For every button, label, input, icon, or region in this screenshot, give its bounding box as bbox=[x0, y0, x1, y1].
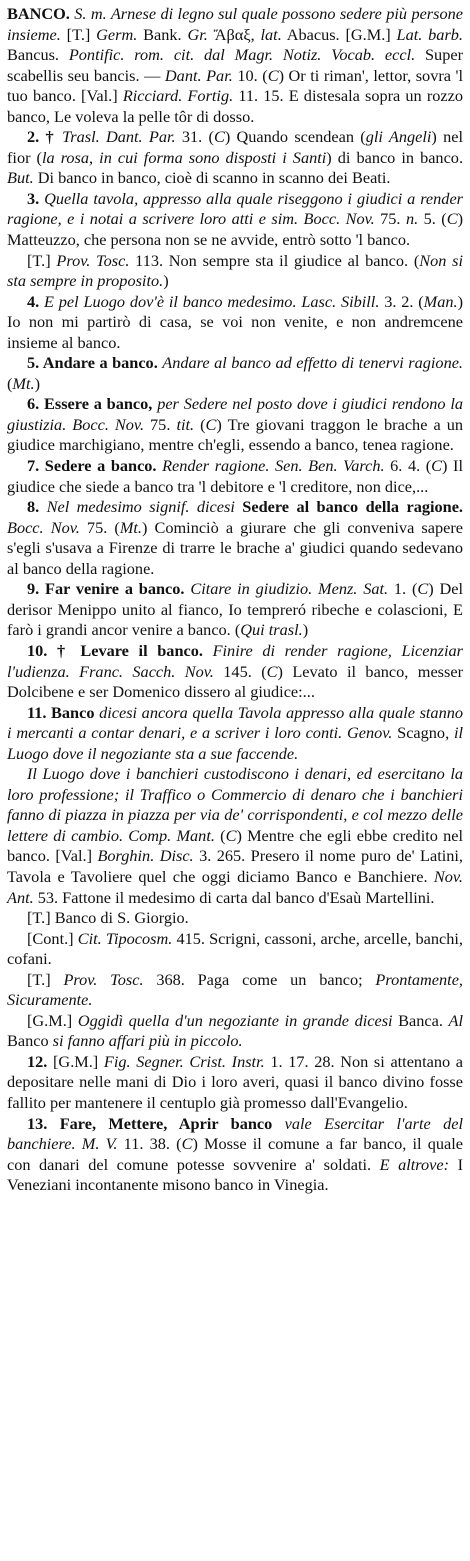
text-segment: 9. Far venire a banco. bbox=[27, 579, 191, 599]
text-segment: 6. 4. ( bbox=[384, 456, 432, 476]
text-segment: 1. 17. 28. Non si attentano a depositare nelle mani di Dio i loro averi, quasi il banco divino fosse fallito per mantenere il centuplo già promesso dall'Evangelio. bbox=[7, 1051, 463, 1112]
text-segment: si fanno affari più in piccolo. bbox=[52, 1031, 243, 1051]
text-segment: [G.M.] bbox=[53, 1051, 104, 1071]
sense-11-c bbox=[7, 908, 463, 929]
text-segment: C bbox=[417, 579, 429, 599]
text-segment: 113. Non sempre sta il giudice al banco. ( bbox=[129, 250, 420, 270]
text-segment: Oggidì quella d'un negoziante in grande dicesi bbox=[77, 1010, 393, 1030]
text-segment: Prontamente, Sicuramente. bbox=[7, 969, 463, 1010]
text-segment: 10. ( bbox=[232, 65, 268, 85]
sense-10 bbox=[7, 641, 463, 703]
text-segment: S. m. Arnese di legno sul quale possono sedere più persone insieme. bbox=[7, 4, 463, 44]
text-segment: vale Esercitar l'arte del banchiere. M. V. bbox=[7, 1113, 463, 1154]
text-segment: 10. † Levare il banco. bbox=[27, 640, 213, 660]
text-segment: ) Mentre che egli ebbe credito nel banco. [Val.] bbox=[7, 825, 463, 866]
text-segment: 4. bbox=[27, 291, 45, 311]
text-segment: dicesi ancora quella Tavola appresso alla quale stanno i mercanti a contar denari, e a scriver i loro conti. Genov. bbox=[7, 702, 463, 743]
text-segment: Il Luogo dove i banchieri custodiscono i denari, ed esercitano la loro professione; il Traffico o Commercio di denaro che i banchieri fanno di piazza in piazza per via de' corrispondenti, e col mezzo delle lettere di cambio. Comp. Mant. bbox=[7, 764, 463, 845]
text-segment: ) bbox=[34, 373, 40, 393]
text-segment: Abacus. [G.M.] bbox=[281, 24, 397, 44]
text-segment: BANCO. bbox=[7, 4, 70, 23]
sense-13 bbox=[7, 1114, 463, 1196]
text-segment: C bbox=[181, 1134, 193, 1154]
text-segment: E altrove: bbox=[379, 1154, 450, 1174]
text-segment: 53. Fattone il medesimo di carta dal banco d'Esaù Martellini. bbox=[33, 887, 435, 907]
text-segment: [Cont.] bbox=[27, 928, 78, 948]
text-segment: 13. Fare, Mettere, Aprir banco bbox=[27, 1113, 285, 1133]
text-segment: ) Tre giovani traggon le brache a un giudice marchigiano, mentre ch'egli, essendo a banco, tenea ragione. bbox=[7, 414, 463, 455]
text-segment: 75. bbox=[374, 209, 406, 229]
text-segment: ) nel fior ( bbox=[7, 127, 464, 167]
sense-8 bbox=[7, 497, 463, 579]
text-segment: 145. ( bbox=[213, 661, 267, 681]
text-segment: ( bbox=[7, 373, 13, 393]
text-segment: Non si sta sempre in proposito. bbox=[7, 250, 463, 291]
text-segment: Bancus. bbox=[7, 45, 69, 65]
text-segment: [T.] bbox=[27, 969, 64, 989]
text-segment: Nel medesimo signif. dicesi bbox=[46, 497, 235, 517]
text-segment: 3. 2. ( bbox=[379, 291, 424, 311]
text-segment: n. bbox=[405, 209, 419, 229]
sense-11-b bbox=[7, 764, 463, 908]
text-segment: ) Del derisor Menippo unito al fianco, Io tempreró ribeche e colascioni, E farò i grandi ancor venire a banco. ( bbox=[7, 579, 464, 640]
text-segment: 415. Scrigni, cassoni, arche, arcelle, banchi, cofani. bbox=[7, 928, 463, 969]
text-segment: Al bbox=[448, 1010, 463, 1030]
text-segment: Banco bbox=[7, 1031, 53, 1051]
text-segment: Ἄβαξ, bbox=[207, 24, 261, 44]
text-segment: Super scabellis seu bancis. — bbox=[7, 45, 463, 85]
text-segment: Lat. barb. bbox=[396, 24, 463, 44]
text-segment: ) Io non mi partirò di casa, se voi non venite, e non andremcene insieme al banco. bbox=[7, 291, 463, 352]
text-segment: C bbox=[213, 127, 225, 147]
text-segment: E pel Luogo dov'è il banco medesimo. Lasc. Sibill. bbox=[44, 291, 380, 311]
text-segment: ) di banco in banco. bbox=[326, 147, 464, 167]
text-segment: Cit. Tipocosm. bbox=[77, 928, 173, 948]
text-segment: Scagno, bbox=[392, 723, 454, 743]
text-segment: ) Cominciò a giurare che gli conveniva sapere s'egli s'usava a Firenze di trarre le brache a' giudici quando sedevano al banco della ragione. bbox=[7, 517, 463, 578]
text-segment: il Luogo dove il negoziante sta a sue faccende. bbox=[7, 723, 463, 763]
text-segment: 5. ( bbox=[418, 209, 447, 229]
text-segment: Prov. Tosc. bbox=[63, 969, 144, 989]
text-segment: [T.] bbox=[27, 250, 57, 270]
text-segment: Banca. bbox=[392, 1010, 449, 1030]
text-segment: [T.] bbox=[60, 24, 97, 44]
text-segment: C bbox=[205, 414, 217, 434]
text-segment: Man. bbox=[423, 291, 458, 311]
text-segment: ) Quando scendean ( bbox=[224, 127, 366, 147]
text-segment: Nov. Ant. bbox=[7, 866, 463, 907]
sense-11 bbox=[7, 703, 463, 765]
text-segment: Gr. bbox=[187, 24, 208, 44]
text-segment: 75. bbox=[144, 414, 177, 434]
text-segment: la rosa bbox=[41, 147, 90, 167]
text-segment: C bbox=[266, 661, 278, 681]
text-segment: 31. ( bbox=[175, 127, 214, 147]
text-segment: ( bbox=[194, 414, 206, 434]
text-segment: Germ. bbox=[96, 24, 138, 44]
text-segment: Prov. Tosc. bbox=[56, 250, 130, 270]
text-segment: 11. 38. ( bbox=[117, 1134, 182, 1154]
text-segment: C bbox=[225, 825, 237, 845]
text-segment: Quella tavola, appresso alla quale riseggono i giudici a render ragione, e i notai a scrivere loro atti e sim. Bocc. Nov. bbox=[7, 188, 464, 229]
text-segment: 8. bbox=[27, 497, 47, 517]
text-segment: C bbox=[267, 65, 279, 85]
text-segment: tit. bbox=[176, 414, 195, 434]
text-segment: Trasl. Dant. Par. bbox=[62, 127, 176, 147]
text-segment: ) Il giudice che siede a banco tra 'l debitore e 'l creditore, non dice,... bbox=[7, 456, 463, 496]
sense-7 bbox=[7, 456, 463, 497]
sense-11-e bbox=[7, 970, 463, 1011]
text-segment: 12. bbox=[27, 1051, 54, 1071]
sense-3 bbox=[7, 189, 463, 251]
text-segment: But. bbox=[7, 168, 34, 188]
text-segment: 3. bbox=[27, 188, 45, 208]
sense-6 bbox=[7, 394, 463, 456]
text-segment: in cui forma sono disposti i Santi bbox=[99, 147, 327, 167]
text-segment: 5. Andare a banco. bbox=[27, 353, 163, 373]
sense-3-proverb bbox=[7, 251, 463, 292]
sense-2 bbox=[7, 127, 463, 189]
text-segment: Qui trasl. bbox=[240, 620, 303, 640]
text-segment: [G.M.] bbox=[27, 1010, 78, 1030]
dictionary-entry-banco bbox=[7, 4, 463, 1196]
text-segment: Bocc. Nov. bbox=[7, 517, 80, 537]
sense-4 bbox=[7, 292, 463, 354]
sense-5 bbox=[7, 353, 463, 394]
text-segment: 368. Paga come un banco; bbox=[143, 969, 376, 989]
text-segment: Mt. bbox=[119, 517, 142, 537]
text-segment: 2. † bbox=[27, 127, 63, 147]
text-segment: Dant. Par. bbox=[164, 65, 233, 85]
text-segment: 3. 265. Presero il nome puro de' Latini, Tavola e Tavoliere quel che oggi diciamo Banco e Banchiere. bbox=[7, 846, 463, 886]
text-segment: ) Matteuzzo, che persona non se ne avvide, entrò sotto 'l banco. bbox=[7, 209, 463, 250]
text-segment: , bbox=[89, 147, 100, 167]
sense-12 bbox=[7, 1052, 463, 1114]
text-segment: Citare in giudizio. Menz. Sat. bbox=[190, 579, 389, 599]
text-segment: Render ragione. Sen. Ben. Varch. bbox=[162, 456, 385, 476]
text-segment: ) Mosse il comune a far banco, il quale con danari del comune potesse sovvenire a' soldati. bbox=[7, 1134, 463, 1174]
text-segment: 6. Essere a banco, bbox=[27, 394, 158, 414]
text-segment: 1. ( bbox=[388, 579, 418, 599]
text-segment: Ricciard. Fortig. bbox=[122, 86, 234, 106]
text-segment: ) bbox=[163, 271, 169, 291]
sense-9 bbox=[7, 579, 463, 641]
text-segment: ) Levato il banco, messer Dolcibene e ser Domenico dissero al giudice:... bbox=[7, 661, 463, 702]
entry-headword bbox=[7, 4, 463, 127]
text-segment: C bbox=[446, 209, 458, 229]
text-segment: 7. Sedere a banco. bbox=[27, 456, 163, 476]
text-segment: Andare al banco ad effetto di tenervi ragione. bbox=[162, 353, 464, 373]
text-segment: 75. ( bbox=[79, 517, 120, 537]
text-segment: per Sedere nel posto dove i giudici rendono la giustizia. Bocc. Nov. bbox=[7, 394, 463, 434]
text-segment: lat. bbox=[260, 24, 282, 44]
text-segment: Di banco in banco, cioè di scanno in scanno dei Beati. bbox=[33, 168, 391, 188]
text-segment: Finire di render ragione, Licenziar l'udienza. Franc. Sacch. Nov. bbox=[7, 640, 463, 681]
text-segment: Pontific. rom. cit. dal Magr. Notiz. Vocab. eccl. bbox=[68, 45, 416, 65]
text-segment: Fig. Segner. Crist. Instr. bbox=[103, 1051, 265, 1071]
text-segment: 11. 15. E distesala sopra un rozzo banco, Le voleva la pelle tôr di dosso. bbox=[7, 86, 463, 126]
text-segment: 11. Banco bbox=[27, 702, 100, 722]
text-segment: [T.] Banco di S. Giorgio. bbox=[27, 908, 189, 928]
text-segment: Borghin. Disc. bbox=[97, 846, 194, 866]
text-segment: ) bbox=[302, 620, 309, 640]
text-segment: ( bbox=[214, 825, 226, 845]
text-segment: I Veneziani incontanente misono banco in Vinegia. bbox=[7, 1154, 463, 1195]
text-segment: gli Angeli bbox=[365, 127, 432, 147]
text-segment: Bank. bbox=[137, 24, 188, 44]
text-segment: Mt. bbox=[12, 373, 35, 393]
sense-11-f bbox=[7, 1011, 463, 1052]
sense-11-d bbox=[7, 929, 463, 970]
text-segment: C bbox=[431, 456, 443, 476]
text-segment: Sedere al banco della ragione. bbox=[234, 497, 463, 517]
text-segment: ) Or ti riman', lettor, sovra 'l tuo banco. [Val.] bbox=[7, 65, 463, 106]
